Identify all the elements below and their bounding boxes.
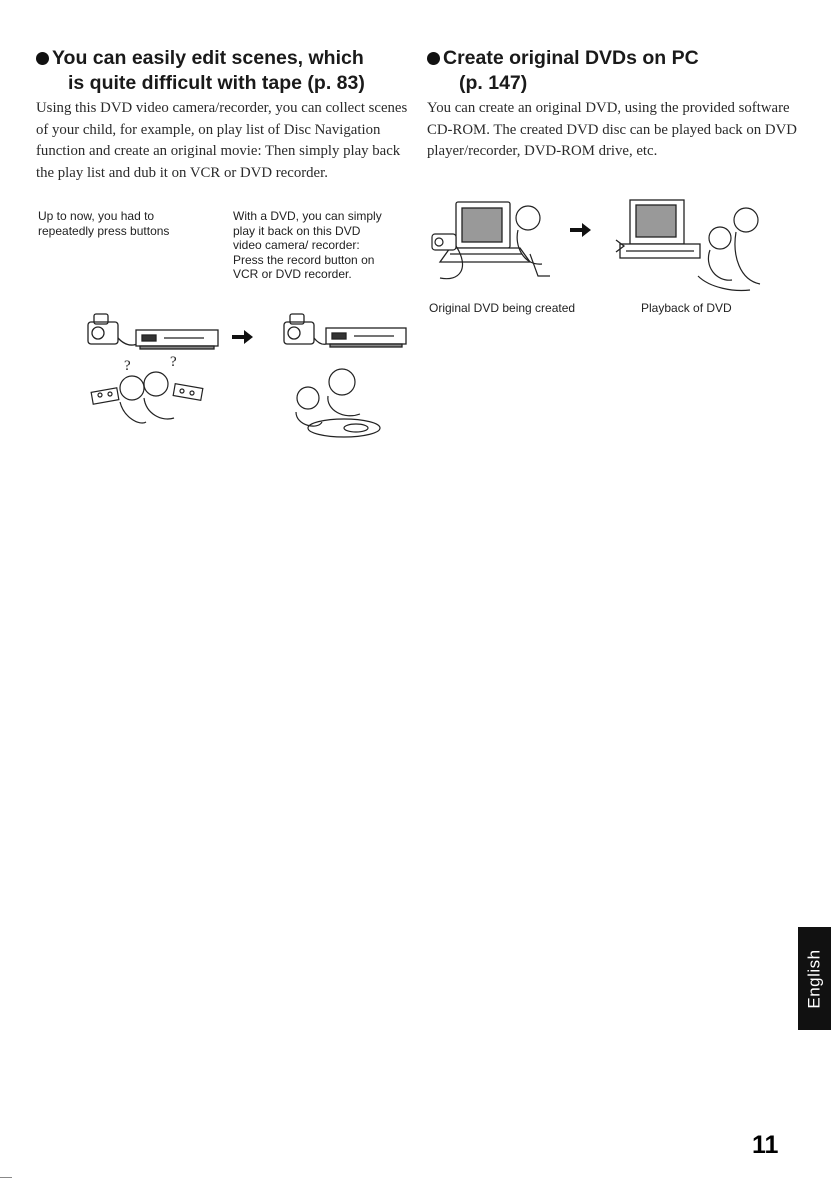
television-icon xyxy=(616,200,700,258)
crop-mark xyxy=(0,1177,12,1178)
left-heading xyxy=(36,46,408,96)
confused-people-icon xyxy=(91,372,203,423)
caption-before-dvd: Up to now, you had to repeatedly press buttons xyxy=(38,209,170,238)
dvd-recorder-icon xyxy=(326,328,406,347)
arrow-right-icon xyxy=(232,329,254,345)
computer-monitor-icon xyxy=(440,202,530,262)
bullet-icon xyxy=(427,52,440,65)
right-heading xyxy=(427,46,799,96)
language-tab-label: English xyxy=(804,948,824,1009)
left-heading-line1: You can easily edit scenes, which xyxy=(52,47,364,69)
person-icon xyxy=(516,206,550,276)
dvd-recorder-icon xyxy=(136,330,218,349)
right-section xyxy=(427,46,799,163)
watching-family-icon xyxy=(698,208,760,290)
dvd-playback-dubbing-illustration xyxy=(270,310,410,440)
bullet-icon xyxy=(36,52,49,65)
caption-dvd-playback: Playback of DVD xyxy=(641,301,732,315)
question-mark: ? xyxy=(124,358,131,374)
happy-family-icon xyxy=(296,369,380,437)
language-tab xyxy=(798,927,831,1030)
camcorder-to-recorder-tape-illustration xyxy=(84,310,224,430)
right-heading-line2: (p. 147) xyxy=(459,72,528,94)
left-section xyxy=(36,46,408,184)
page-number: 11 xyxy=(752,1131,779,1159)
right-heading-line1: Create original DVDs on PC xyxy=(443,47,699,69)
right-body-text: You can create an original DVD, using the provided software CD-ROM. The created DVD disc can be played back on DVD player/recorder, DVD-ROM drive, etc. xyxy=(427,100,797,159)
caption-dvd-being-created: Original DVD being created xyxy=(429,301,576,315)
arrow-right-icon xyxy=(570,222,592,238)
dvd-playback-tv-illustration xyxy=(614,196,764,300)
caption-with-dvd: With a DVD, you can simply play it back on this DVD video camera/ recorder: Press the record button on VCR or DVD recorder. xyxy=(233,209,382,281)
pc-dvd-creation-illustration xyxy=(430,196,565,296)
left-heading-line2: is quite difficult with tape (p. 83) xyxy=(68,72,365,94)
question-mark: ? xyxy=(170,354,177,370)
left-body-text: Using this DVD video camera/recorder, you can collect scenes of your child, for example, on play list of Disc Navigation function and create an original movie: Then simply play back the play list and dub it on VCR or DVD recorder. xyxy=(36,100,408,181)
